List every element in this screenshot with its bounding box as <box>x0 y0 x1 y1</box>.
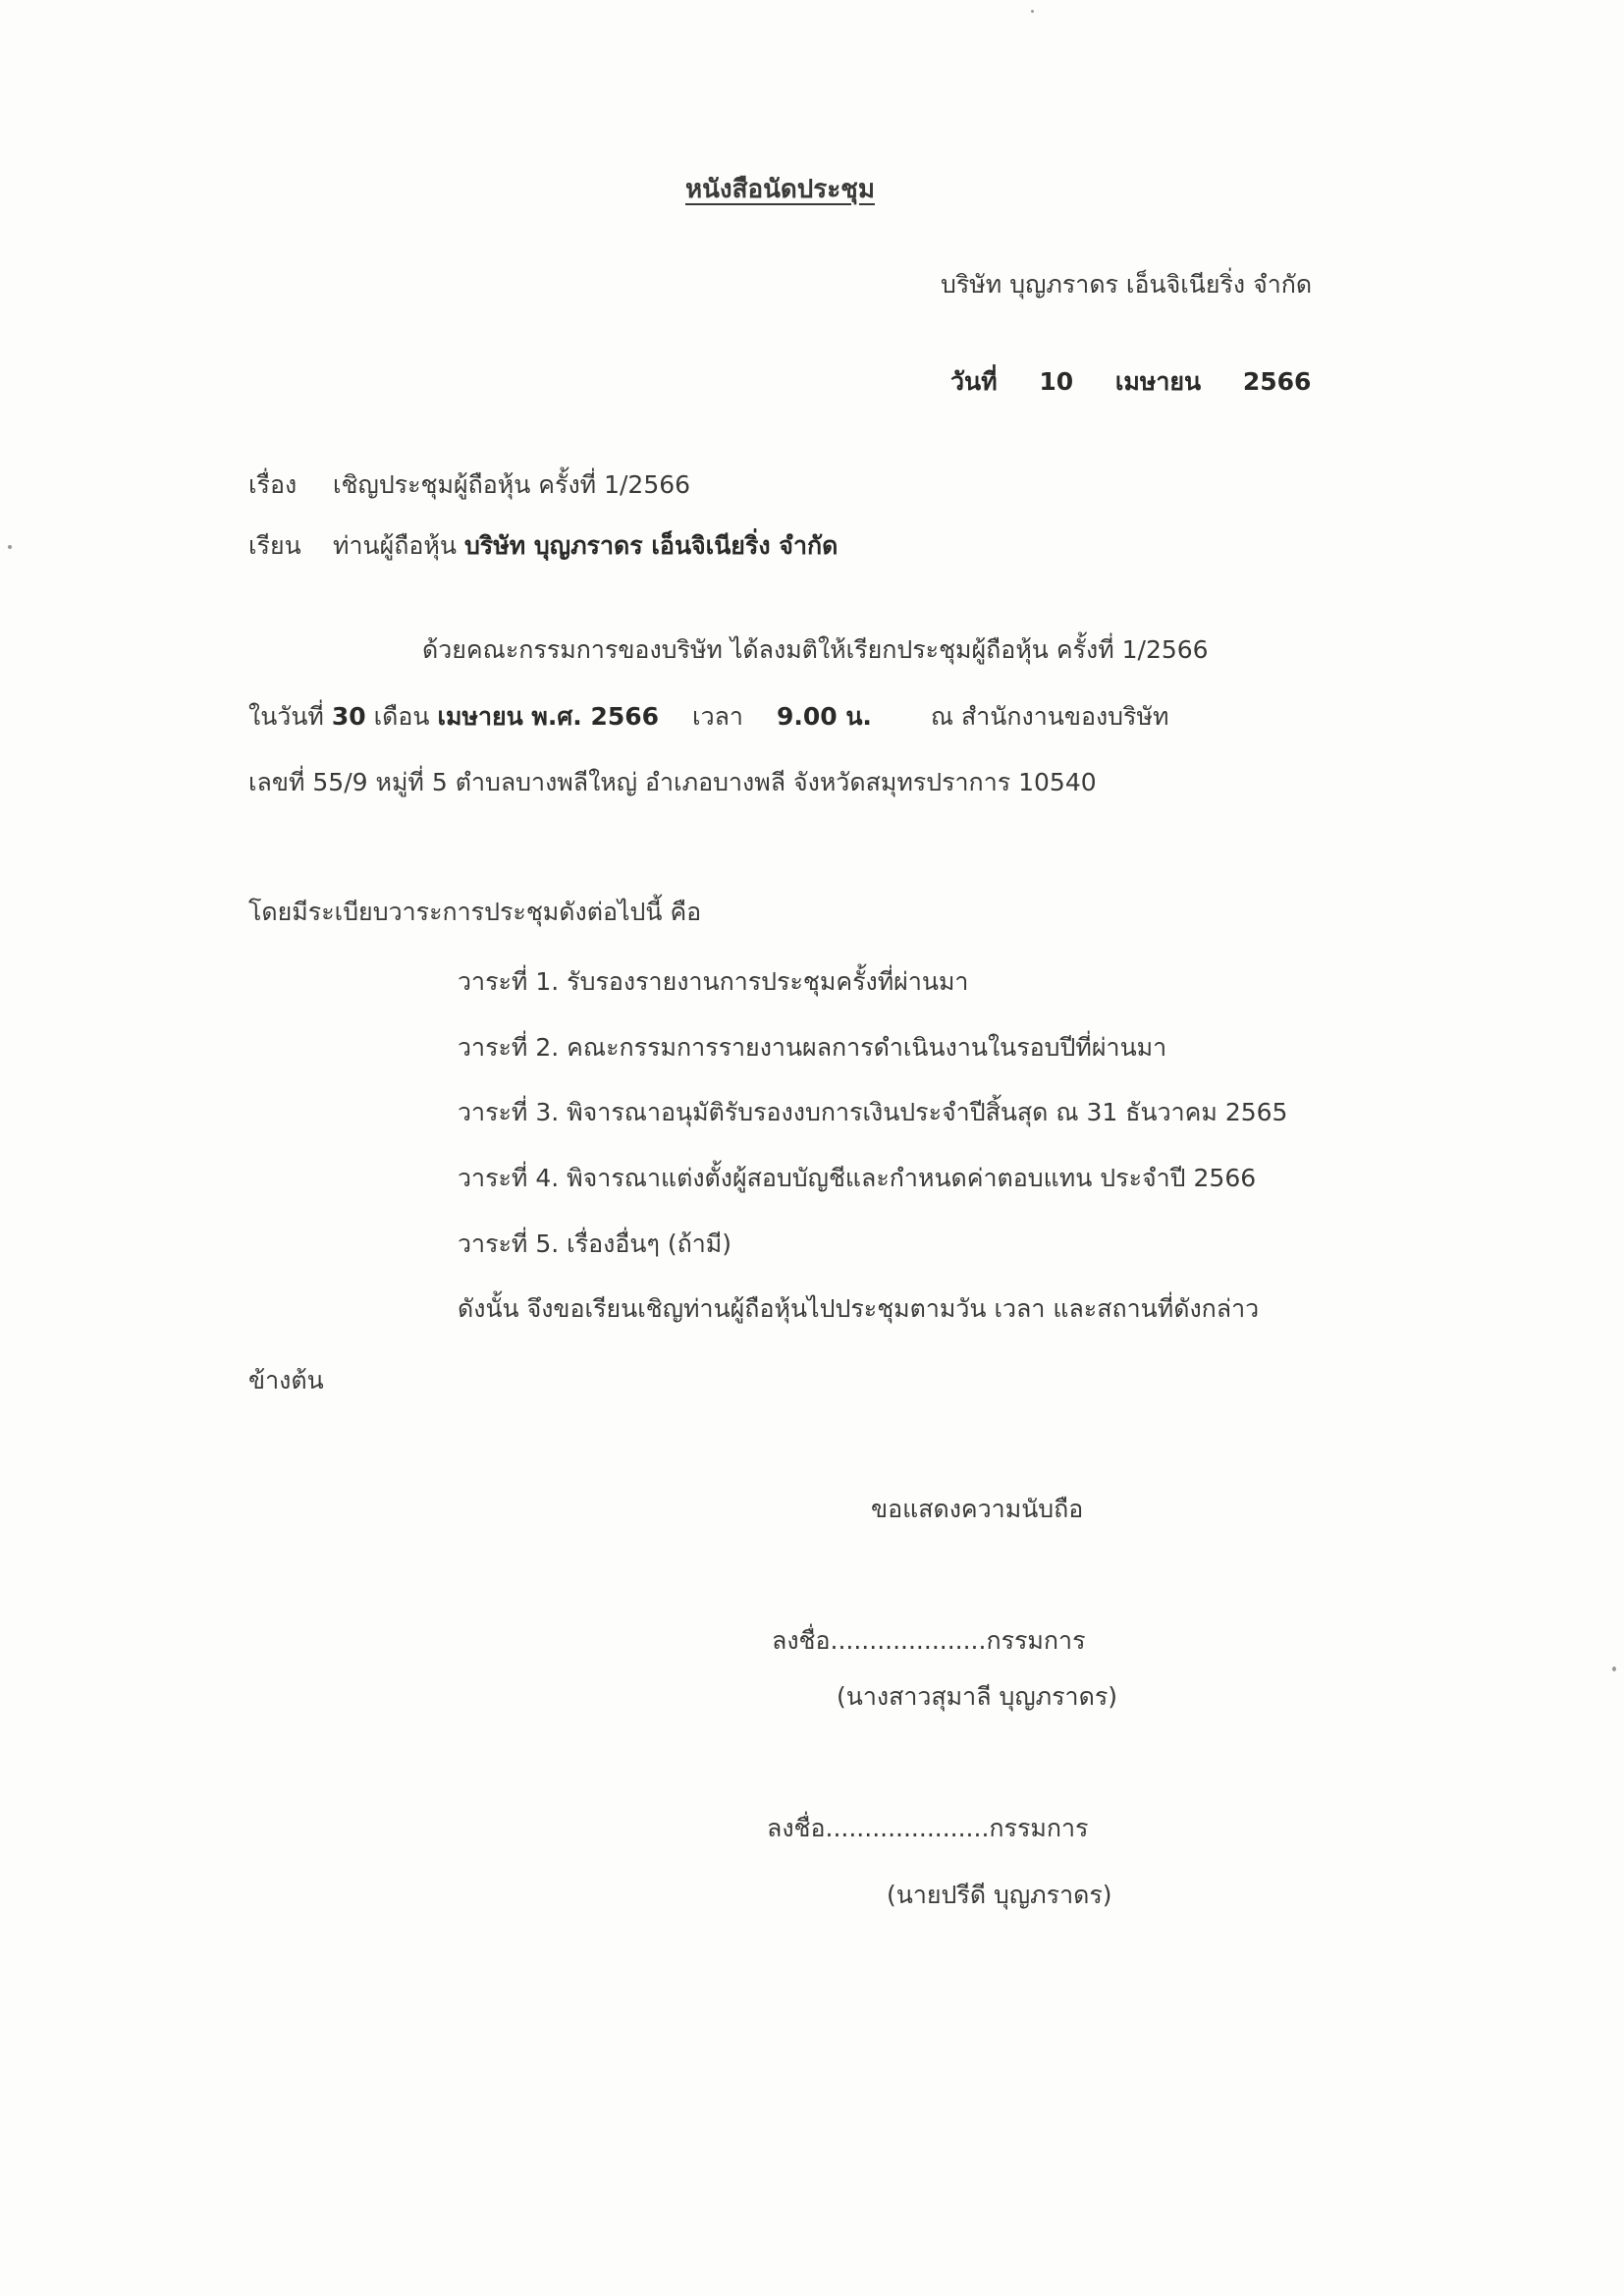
subject-text: เชิญประชุมผู้ถือหุ้น ครั้งที่ 1/2566 <box>333 470 691 499</box>
signatory-name: (นายปรีดี บุญภราดร) <box>887 1881 1112 1909</box>
signature-line: ลงชื่อ....................กรรมการ <box>772 1626 1086 1655</box>
agenda-item-label: วาระที่ 2. <box>458 1033 560 1062</box>
agenda-item-text: คณะกรรมการรายงานผลการดำเนินงานในรอบปีที่ผ่านมา <box>567 1033 1167 1062</box>
date-label: วันที่ <box>950 367 998 396</box>
paper-speck <box>8 545 12 549</box>
salutation-label: เรียน <box>248 531 301 560</box>
agenda-item-label: วาระที่ 3. <box>458 1098 560 1126</box>
signature-line: ลงชื่อ.....................กรรมการ <box>767 1814 1089 1842</box>
meeting-day-label: ในวันที่ <box>248 702 324 731</box>
meeting-day: 30 <box>331 702 366 731</box>
agenda-item-text: เรื่องอื่นๆ (ถ้ามี) <box>567 1230 732 1258</box>
agenda-intro: โดยมีระเบียบวาระการประชุมดังต่อไปนี้ คือ <box>248 898 702 926</box>
agenda-item <box>458 1228 731 1261</box>
paper-speck <box>1031 10 1034 13</box>
agenda-item <box>458 965 968 999</box>
agenda-item-label: วาระที่ 4. <box>458 1164 560 1192</box>
agenda-item <box>458 1096 1287 1129</box>
company-header: บริษัท บุญภราดร เอ็นจิเนียริ่ง จำกัด <box>941 270 1313 299</box>
meeting-place: ณ สำนักงานของบริษัท <box>930 702 1169 731</box>
date-line <box>950 365 1311 399</box>
subject-line <box>248 468 690 502</box>
agenda-item <box>458 1162 1256 1195</box>
agenda-item-label: วาระที่ 1. <box>458 967 560 996</box>
salutation-company: บริษัท บุญภราดร เอ็นจิเนียริ่ง จำกัด <box>463 531 839 560</box>
date-day: 10 <box>1039 367 1074 396</box>
regards-text: ขอแสดงความนับถือ <box>871 1495 1084 1523</box>
subject-label: เรื่อง <box>248 470 298 499</box>
agenda-item <box>458 1031 1166 1065</box>
signatory-name: (นางสาวสุมาลี บุญภราดร) <box>837 1682 1117 1711</box>
agenda-item-text: รับรองรายงานการประชุมครั้งที่ผ่านมา <box>567 967 969 996</box>
salutation-prefix: ท่านผู้ถือหุ้น <box>333 531 457 560</box>
closing-text-continued: ข้างต้น <box>248 1366 324 1394</box>
body-line-3: เลขที่ 55/9 หมู่ที่ 5 ตำบลบางพลีใหญ่ อำเภอบางพลี จังหวัดสมุทรปราการ 10540 <box>248 768 1097 796</box>
agenda-item-label: วาระที่ 5. <box>458 1230 560 1258</box>
closing-text: ดังนั้น จึงขอเรียนเชิญท่านผู้ถือหุ้นไปประชุมตามวัน เวลา และสถานที่ดังกล่าว <box>458 1294 1260 1323</box>
paper-speck <box>1612 1667 1616 1671</box>
meeting-month: เมษายน พ.ศ. 2566 <box>437 702 660 731</box>
salutation-line <box>248 529 838 563</box>
agenda-item-text: พิจารณาอนุมัติรับรองงบการเงินประจำปีสิ้นสุด ณ 31 ธันวาคม 2565 <box>567 1098 1288 1126</box>
document-title: หนังสือนัดประชุม <box>685 175 875 204</box>
meeting-month-label: เดือน <box>373 702 430 731</box>
date-month: เมษายน <box>1114 367 1202 396</box>
agenda-item-text: พิจารณาแต่งตั้งผู้สอบบัญชีและกำหนดค่าตอบแทน ประจำปี 2566 <box>567 1164 1257 1192</box>
body-line-1: ด้วยคณะกรรมการของบริษัท ได้ลงมติให้เรียกประชุมผู้ถือหุ้น ครั้งที่ 1/2566 <box>422 635 1209 664</box>
body-line-2 <box>248 700 1168 734</box>
meeting-time-label: เวลา <box>692 702 743 731</box>
date-year: 2566 <box>1242 367 1312 396</box>
meeting-time: 9.00 น. <box>776 702 872 731</box>
